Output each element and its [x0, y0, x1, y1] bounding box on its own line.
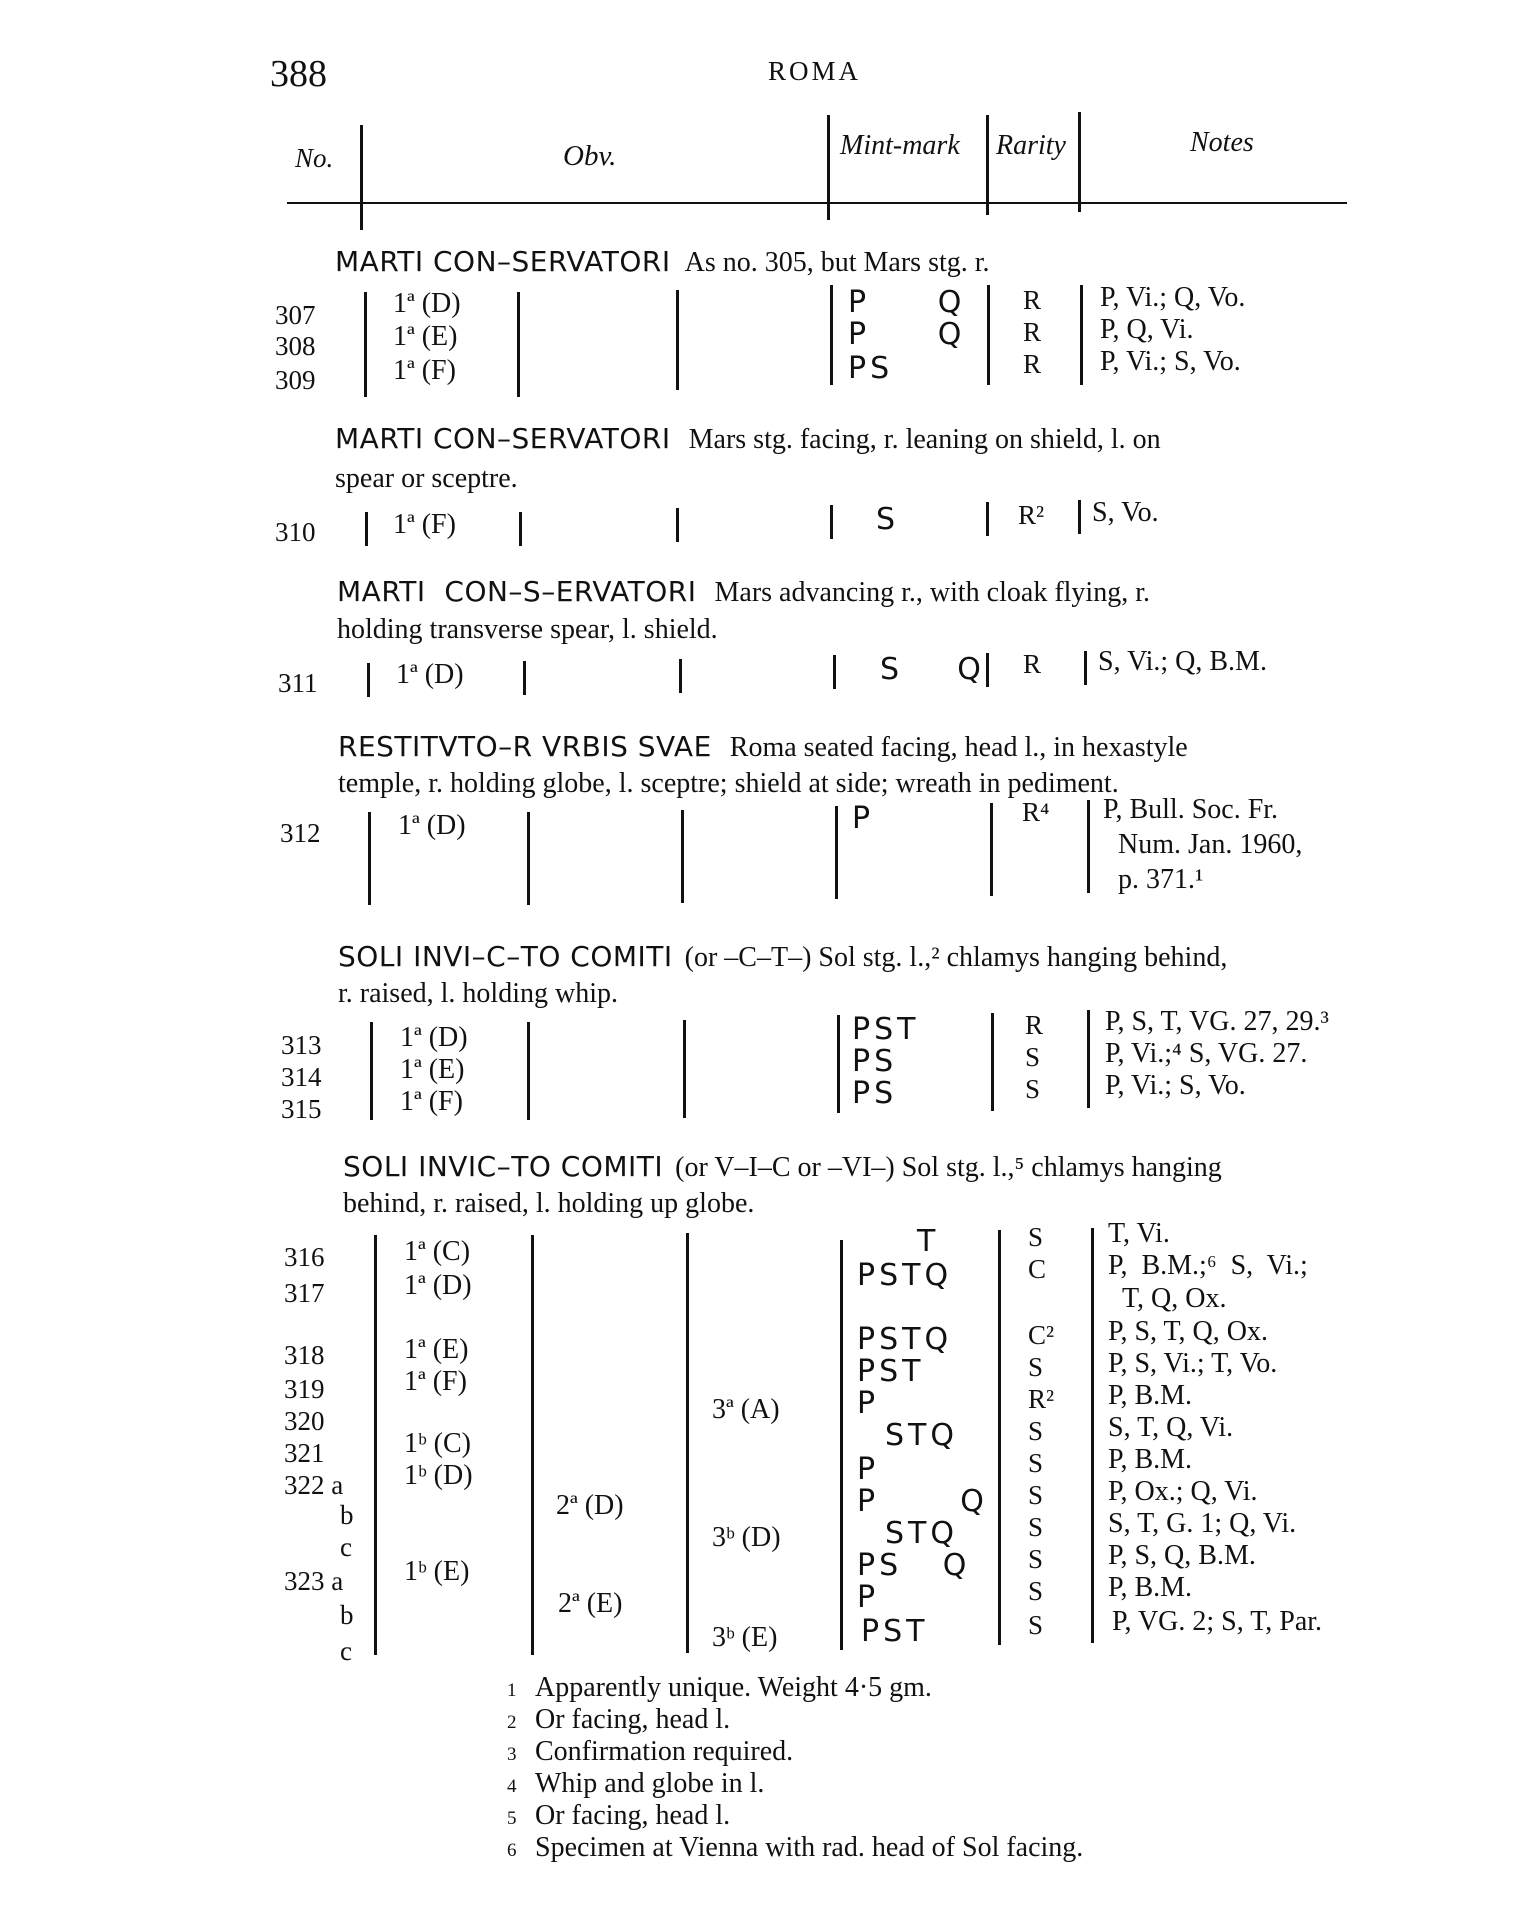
header-no: No. — [295, 143, 334, 173]
notes: P, S, Vi.; T, Vo. — [1108, 1348, 1278, 1379]
mint-mark: PS — [852, 1044, 898, 1079]
rarity: R — [1023, 349, 1042, 379]
obverse: 1ª (F) — [393, 509, 456, 540]
notes: P, B.M.;⁶ S, Vi.; — [1108, 1250, 1308, 1281]
row-number: 315 — [281, 1094, 322, 1124]
mint-mark: P Q — [848, 285, 966, 320]
mint-mark: PST — [852, 1012, 920, 1047]
rarity: S — [1028, 1544, 1044, 1574]
notes: P, S, T, Q, Ox. — [1108, 1316, 1269, 1347]
rarity: R — [1023, 649, 1042, 679]
legend: MARTI CON–SERVATORI — [335, 245, 671, 278]
obverse: 1ª (E) — [404, 1334, 469, 1365]
rarity: S — [1025, 1042, 1041, 1072]
legend: SOLI INVIC–TO COMITI — [343, 1150, 664, 1183]
legend: MARTI CON–SERVATORI — [335, 422, 671, 455]
notes: P, VG. 2; S, T, Par. — [1112, 1606, 1323, 1637]
mint-mark: PST — [861, 1614, 929, 1649]
row-number: 320 — [284, 1406, 325, 1436]
obverse: 1ᵇ (E) — [404, 1556, 470, 1587]
rarity: R — [1025, 1010, 1044, 1040]
rarity: S — [1028, 1448, 1044, 1478]
notes: S, Vi.; Q, B.M. — [1098, 646, 1267, 677]
description: As no. 305, but Mars stg. r. — [684, 247, 990, 278]
footnote: 3 Confirmation required. — [507, 1736, 794, 1767]
notes: P, Q, Vi. — [1100, 314, 1194, 345]
description: Mars advancing r., with cloak flying, r. — [714, 577, 1150, 608]
mint-mark: PSTQ — [857, 1322, 953, 1357]
notes-cont: Num. Jan. 1960, — [1118, 829, 1303, 860]
mint-mark: P — [857, 1452, 880, 1487]
row-number: 310 — [275, 517, 316, 547]
notes: P, Bull. Soc. Fr. — [1103, 794, 1279, 825]
mint-mark: P — [857, 1386, 880, 1421]
obverse: 1ª (D) — [404, 1270, 472, 1301]
rarity: S — [1028, 1416, 1044, 1446]
obverse: 1ª (E) — [400, 1054, 465, 1085]
mint-mark: P — [857, 1580, 880, 1615]
description: Roma seated facing, head l., in hexastyle — [729, 732, 1188, 763]
footnote: 1 Apparently unique. Weight 4·5 gm. — [507, 1672, 932, 1703]
row-number: 309 — [275, 365, 316, 395]
rarity: R² — [1028, 1384, 1055, 1414]
mint-mark: T — [917, 1224, 940, 1259]
obverse: 1ª (D) — [396, 659, 464, 690]
mint-mark: PST — [857, 1354, 925, 1389]
obverse: 1ᵇ (C) — [404, 1428, 471, 1459]
row-number: 317 — [284, 1278, 325, 1308]
mint-mark: STQ — [885, 1418, 958, 1453]
description-cont: behind, r. raised, l. holding up globe. — [343, 1188, 755, 1219]
rarity: S — [1028, 1576, 1044, 1606]
notes: T, Vi. — [1108, 1218, 1170, 1249]
notes: P, Vi.; S, Vo. — [1100, 346, 1241, 377]
notes: P, Vi.; S, Vo. — [1105, 1070, 1246, 1101]
row-number: 316 — [284, 1242, 325, 1272]
rarity: S — [1028, 1352, 1044, 1382]
legend: MARTI CON–S–ERVATORI — [337, 575, 697, 608]
description-cont: r. raised, l. holding whip. — [338, 978, 618, 1009]
page-number: 388 — [270, 53, 327, 95]
notes: P, Vi.; Q, Vo. — [1100, 282, 1246, 313]
mint-mark: P — [852, 801, 875, 836]
notes: P, B.M. — [1108, 1444, 1193, 1475]
rarity: S — [1028, 1480, 1044, 1510]
notes: P, B.M. — [1108, 1380, 1193, 1411]
header-rule — [287, 202, 1347, 204]
rarity: R² — [1018, 500, 1045, 530]
row-number: b — [340, 1600, 354, 1630]
obverse: 1ª (F) — [393, 355, 456, 386]
rarity: R — [1023, 317, 1042, 347]
mint-mark: S Q — [880, 652, 985, 687]
obverse: 2ª (D) — [556, 1490, 624, 1521]
mint-mark: S — [876, 502, 900, 537]
rarity: S — [1028, 1222, 1044, 1252]
footnote: 4 Whip and globe in l. — [507, 1768, 765, 1799]
row-number: 308 — [275, 331, 316, 361]
row-number: 313 — [281, 1030, 322, 1060]
row-number: 322 a — [284, 1470, 344, 1500]
rarity: R — [1023, 285, 1042, 315]
row-number: 321 — [284, 1438, 325, 1468]
row-number: 314 — [281, 1062, 322, 1092]
rarity: S — [1025, 1074, 1041, 1104]
mint-mark: PS Q — [857, 1548, 971, 1583]
obverse: 1ª (D) — [393, 288, 461, 319]
obverse: 2ª (E) — [558, 1588, 623, 1619]
running-head: ROMA — [768, 56, 862, 86]
mint-mark: P Q — [848, 317, 966, 352]
mint-mark: P Q — [857, 1484, 988, 1519]
header-obv: Obv. — [563, 140, 617, 172]
row-number: 312 — [280, 818, 321, 848]
mint-mark: STQ — [885, 1516, 958, 1551]
row-number: 311 — [278, 668, 318, 698]
rarity: S — [1028, 1610, 1044, 1640]
mint-mark: PS — [852, 1076, 898, 1111]
mint-mark: PS — [848, 351, 894, 386]
header-notes: Notes — [1190, 127, 1254, 158]
obverse: 3ᵇ (E) — [712, 1622, 778, 1653]
header-mintmark: Mint-mark — [840, 130, 960, 161]
obverse: 1ª (E) — [393, 321, 458, 352]
row-number: 323 a — [284, 1566, 344, 1596]
notes: P, B.M. — [1108, 1572, 1193, 1603]
obverse: 3ᵇ (D) — [712, 1522, 781, 1553]
obverse: 1ª (F) — [404, 1366, 467, 1397]
notes: P, S, T, VG. 27, 29.³ — [1105, 1006, 1329, 1037]
notes: S, Vo. — [1092, 497, 1159, 528]
row-number: c — [340, 1636, 352, 1666]
description: Mars stg. facing, r. leaning on shield, l. on — [688, 424, 1161, 455]
rarity: R⁴ — [1022, 797, 1050, 827]
description-cont: temple, r. holding globe, l. sceptre; shield at side; wreath in pediment. — [338, 768, 1119, 799]
notes: S, T, G. 1; Q, Vi. — [1108, 1508, 1297, 1539]
notes-cont: T, Q, Ox. — [1122, 1283, 1227, 1314]
obverse: 3ª (A) — [712, 1394, 780, 1425]
footnote: 2 Or facing, head l. — [507, 1704, 731, 1735]
legend: RESTITVTO–R VRBIS SVAE — [338, 730, 712, 763]
obverse: 1ª (D) — [398, 810, 466, 841]
description-cont: spear or sceptre. — [335, 463, 518, 494]
footnote: 5 Or facing, head l. — [507, 1800, 731, 1831]
obverse: 1ª (C) — [404, 1236, 471, 1267]
notes: P, Ox.; Q, Vi. — [1108, 1476, 1258, 1507]
notes: P, Vi.;⁴ S, VG. 27. — [1105, 1038, 1308, 1069]
notes: P, S, Q, B.M. — [1108, 1540, 1256, 1571]
row-number: 318 — [284, 1340, 325, 1370]
row-number: 319 — [284, 1374, 325, 1404]
header-rarity: Rarity — [996, 130, 1066, 161]
row-number: 307 — [275, 300, 316, 330]
notes-cont: p. 371.¹ — [1118, 864, 1204, 895]
notes: S, T, Q, Vi. — [1108, 1412, 1234, 1443]
legend: SOLI INVI–C–TO COMITI — [338, 940, 673, 973]
rarity: C² — [1028, 1320, 1055, 1350]
description: (or V–I–C or –VI–) Sol stg. l.,⁵ chlamys hanging — [675, 1152, 1222, 1183]
description: (or –C–T–) Sol stg. l.,² chlamys hanging behind, — [684, 942, 1228, 973]
obverse: 1ª (F) — [400, 1086, 463, 1117]
obverse: 1ª (D) — [400, 1022, 468, 1053]
mint-mark: PSTQ — [857, 1258, 953, 1293]
rarity: S — [1028, 1512, 1044, 1542]
obverse: 1ᵇ (D) — [404, 1460, 473, 1491]
rarity: C — [1028, 1254, 1047, 1284]
description-cont: holding transverse spear, l. shield. — [337, 614, 718, 645]
row-number: c — [340, 1532, 352, 1562]
row-number: b — [340, 1500, 354, 1530]
footnote: 6 Specimen at Vienna with rad. head of Sol facing. — [507, 1832, 1084, 1863]
